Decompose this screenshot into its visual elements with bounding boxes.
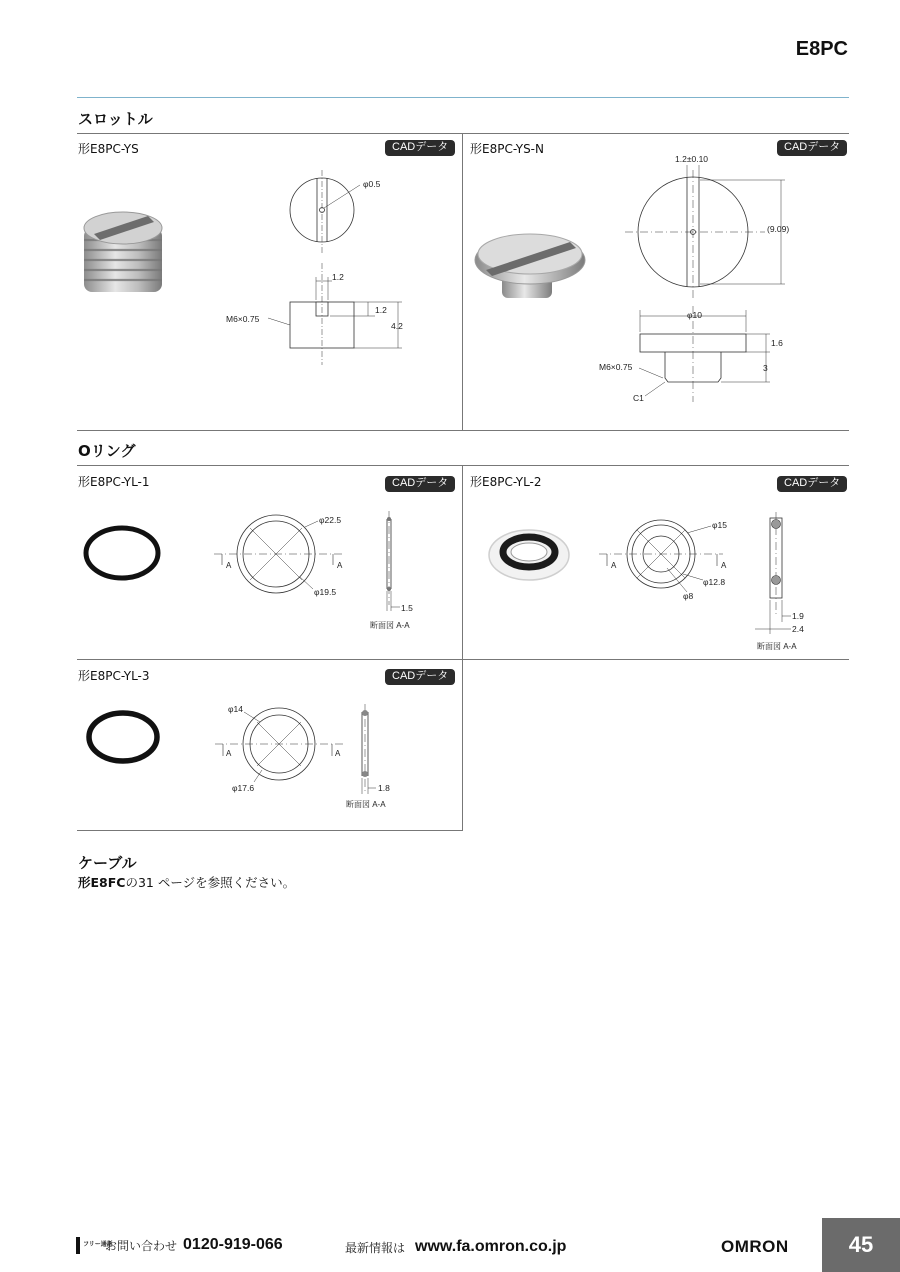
divider (77, 830, 463, 831)
phone-number[interactable]: 0120-919-066 (183, 1236, 283, 1253)
free-call-badge: フリー通話 (83, 1241, 113, 1248)
header-rule (77, 97, 849, 98)
dim-total-height: 3 (763, 363, 768, 373)
divider (77, 465, 849, 466)
dim-slot-width: 1.2 (332, 272, 344, 282)
model-label-yl1: 形E8PC-YL-1 (78, 475, 150, 489)
website-link[interactable]: www.fa.omron.co.jp (415, 1238, 567, 1255)
dim-diameter-ref: (9.09) (767, 224, 790, 234)
section-label: 断面図 A-A (346, 800, 386, 809)
section-title-oring: Oリング (78, 442, 136, 460)
dim-diameter: φ10 (687, 310, 702, 320)
product-photo-yl3 (82, 708, 164, 766)
dim-inner-diameter: φ8 (683, 591, 694, 601)
section-mark-a: A (226, 749, 232, 758)
cad-data-button-yl2[interactable]: CADデータ (777, 476, 847, 492)
cad-data-button-yl1[interactable]: CADデータ (385, 476, 455, 492)
divider (462, 659, 463, 830)
model-label-yl2: 形E8PC-YL-2 (470, 475, 542, 489)
dim-thread: M6×0.75 (599, 362, 633, 372)
dim-outer-diameter: φ17.6 (232, 783, 255, 793)
dim-slot-width: 1.2±0.10 (675, 154, 709, 164)
web-label: 最新情報は (345, 1240, 406, 1255)
dim-thickness: 1.5 (401, 603, 413, 613)
drawing-ys (220, 165, 450, 375)
cable-reference-note (78, 873, 295, 891)
drawing-yl2 (595, 510, 845, 655)
model-label-ysn: 形E8PC-YS-N (470, 142, 544, 156)
drawing-ysn (595, 150, 845, 410)
section-mark-a: A (611, 561, 617, 570)
omron-logo: OMRON (721, 1237, 789, 1256)
section-mark-a: A (337, 561, 343, 570)
dim-thickness-2: 2.4 (792, 624, 804, 634)
divider (462, 133, 463, 430)
section-mark-a: A (226, 561, 232, 570)
cable-model-link[interactable]: 形E8FC (78, 875, 126, 890)
footer-contact (76, 1236, 283, 1254)
product-photo-yl2 (484, 525, 574, 585)
product-photo-ys (78, 200, 168, 300)
divider (77, 133, 849, 134)
section-mark-a: A (335, 749, 341, 758)
product-photo-ysn (472, 218, 592, 308)
section-label: 断面図 A-A (757, 642, 797, 651)
cad-data-button-ys[interactable]: CADデータ (385, 140, 455, 156)
section-title-slot: スロットル (78, 110, 153, 128)
divider (77, 430, 849, 431)
phone-icon (76, 1237, 80, 1254)
dim-height: 4.2 (391, 321, 403, 331)
dim-thread: M6×0.75 (226, 314, 260, 324)
dim-outer-diameter: φ22.5 (319, 515, 342, 525)
dim-outer-diameter: φ15 (712, 520, 727, 530)
dim-mid-diameter: φ12.8 (703, 577, 726, 587)
drawing-yl3 (210, 698, 450, 823)
dim-inner-diameter: φ14 (228, 704, 243, 714)
cad-data-button-yl3[interactable]: CADデータ (385, 669, 455, 685)
section-title-cable: ケーブル (78, 854, 137, 872)
section-label: 断面図 A-A (370, 621, 410, 630)
dim-thickness: 1.8 (378, 783, 390, 793)
divider (77, 659, 849, 660)
dim-inner-diameter: φ19.5 (314, 587, 337, 597)
phone-label: お問い合わせ (105, 1238, 178, 1253)
dim-chamfer: C1 (633, 393, 644, 403)
document-code: E8PC (795, 38, 848, 60)
dim-slot-depth: 1.2 (375, 305, 387, 315)
model-label-yl3: 形E8PC-YL-3 (78, 669, 150, 683)
section-mark-a: A (721, 561, 727, 570)
model-label-ys: 形E8PC-YS (78, 142, 139, 156)
dim-head-height: 1.6 (771, 338, 783, 348)
dim-thickness-1: 1.9 (792, 611, 804, 621)
page-number: 45 (822, 1218, 900, 1272)
drawing-yl1 (210, 505, 450, 635)
dim-phi-hole: φ0.5 (363, 179, 381, 189)
footer-web (345, 1238, 566, 1256)
cad-data-button-ysn[interactable]: CADデータ (777, 140, 847, 156)
product-photo-yl1 (80, 522, 165, 584)
cable-note-text: の31 ページを参照ください。 (125, 875, 296, 890)
